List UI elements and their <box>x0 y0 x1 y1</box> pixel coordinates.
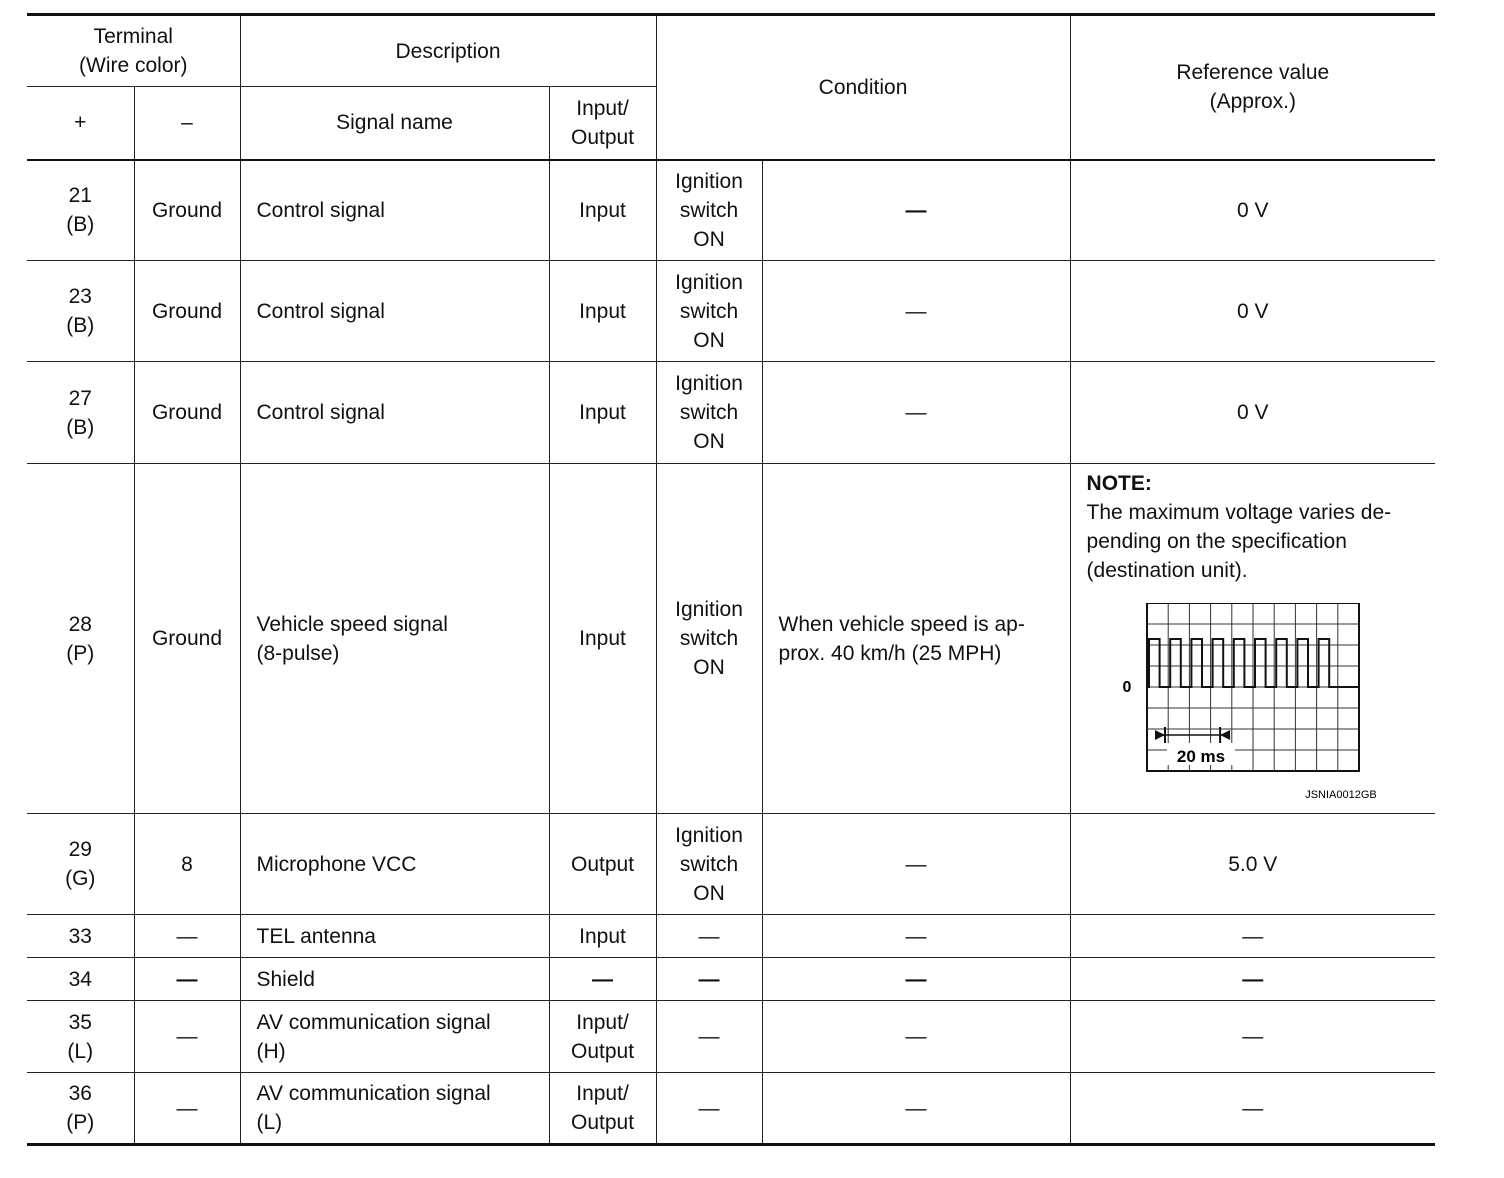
minus-cell: Ground <box>134 464 240 814</box>
terminal-cell: 35 (L) <box>27 1001 134 1073</box>
minus-header: – <box>134 87 240 160</box>
reference-cell: 0 V <box>1070 160 1435 261</box>
condition-cell: — <box>656 1001 762 1073</box>
io-cell: Input <box>549 464 656 814</box>
table-row <box>27 1001 1435 1073</box>
io-header: Input/ Output <box>549 87 656 160</box>
terminal-cell: 21 (B) <box>27 160 134 261</box>
terminal-cell: 28 (P) <box>27 464 134 814</box>
waveform-oscilloscope <box>1087 603 1387 803</box>
condition-detail-cell: — <box>762 1073 1070 1145</box>
time-arrow-left <box>1155 730 1165 740</box>
table-row <box>27 362 1435 464</box>
signal-cell: Control signal <box>240 261 549 362</box>
note-title: NOTE: <box>1086 472 1152 495</box>
reference-cell: — <box>1070 958 1435 1001</box>
io-cell: Input <box>549 261 656 362</box>
terminal-header: Terminal (Wire color) <box>27 15 240 87</box>
terminal-cell: 34 <box>27 958 134 1001</box>
condition-detail-cell: — <box>762 261 1070 362</box>
minus-cell: — <box>134 958 240 1001</box>
io-cell: Input <box>549 160 656 261</box>
table-row <box>27 160 1435 261</box>
io-cell: Input/ Output <box>549 1073 656 1145</box>
signal-cell: AV communication signal (L) <box>240 1073 549 1145</box>
condition-detail-cell: When vehicle speed is ap- prox. 40 km/h (25 MPH) <box>762 464 1070 814</box>
condition-detail-cell: — <box>762 958 1070 1001</box>
io-cell: Input <box>549 362 656 464</box>
table-row <box>27 915 1435 958</box>
minus-cell: — <box>134 1073 240 1145</box>
io-cell: Input <box>549 915 656 958</box>
terminal-cell: 23 (B) <box>27 261 134 362</box>
io-cell: — <box>549 958 656 1001</box>
reference-cell: — <box>1070 915 1435 958</box>
condition-detail-cell: — <box>762 915 1070 958</box>
minus-cell: Ground <box>134 160 240 261</box>
terminal-cell: 29 (G) <box>27 814 134 915</box>
minus-cell: 8 <box>134 814 240 915</box>
time-label: 20 ms <box>1176 747 1225 766</box>
terminal-cell: 36 (P) <box>27 1073 134 1145</box>
minus-cell: Ground <box>134 261 240 362</box>
table-row <box>27 814 1435 915</box>
condition-cell: Ignition switch ON <box>656 362 762 464</box>
signal-cell: AV communication signal (H) <box>240 1001 549 1073</box>
condition-cell: — <box>656 915 762 958</box>
terminal-cell: 33 <box>27 915 134 958</box>
minus-cell: — <box>134 1001 240 1073</box>
condition-cell: — <box>656 1073 762 1145</box>
condition-cell: — <box>656 958 762 1001</box>
signal-cell: Microphone VCC <box>240 814 549 915</box>
reference-cell: — <box>1070 1001 1435 1073</box>
minus-cell: Ground <box>134 362 240 464</box>
reference-cell: 0 V <box>1070 261 1435 362</box>
signal-cell: Control signal <box>240 160 549 261</box>
condition-detail-cell: — <box>762 160 1070 261</box>
table-row <box>27 261 1435 362</box>
condition-cell: Ignition switch ON <box>656 261 762 362</box>
signal-name-header: Signal name <box>240 87 549 160</box>
signal-cell: TEL antenna <box>240 915 549 958</box>
condition-detail-cell: — <box>762 362 1070 464</box>
condition-header: Condition <box>656 15 1070 160</box>
io-cell: Input/ Output <box>549 1001 656 1073</box>
terminal-spec-table <box>27 13 1435 1146</box>
table-row <box>27 1073 1435 1145</box>
plus-header: + <box>27 87 134 160</box>
condition-detail-cell: — <box>762 814 1070 915</box>
reference-cell: — <box>1070 1073 1435 1145</box>
terminal-cell: 27 (B) <box>27 362 134 464</box>
table-row <box>27 464 1435 814</box>
reference-header: Reference value (Approx.) <box>1070 15 1435 160</box>
minus-cell: — <box>134 915 240 958</box>
reference-cell: 0 V <box>1070 362 1435 464</box>
condition-cell: Ignition switch ON <box>656 160 762 261</box>
table-row <box>27 958 1435 1001</box>
figure-id: JSNIA0012GB <box>1304 789 1377 801</box>
waveform-figure <box>1087 603 1387 803</box>
signal-cell: Vehicle speed signal (8-pulse) <box>240 464 549 814</box>
header-row-1 <box>27 15 1435 87</box>
signal-cell: Control signal <box>240 362 549 464</box>
signal-cell: Shield <box>240 958 549 1001</box>
zero-label: 0 <box>1122 679 1131 696</box>
condition-detail-cell: — <box>762 1001 1070 1073</box>
io-cell: Output <box>549 814 656 915</box>
reference-note-cell <box>1070 464 1435 814</box>
description-header: Description <box>240 15 656 87</box>
condition-cell: Ignition switch ON <box>656 464 762 814</box>
condition-cell: Ignition switch ON <box>656 814 762 915</box>
note-body: The maximum voltage varies de- pending on the specification (destination unit). <box>1086 501 1392 582</box>
time-arrow-right <box>1220 730 1230 740</box>
reference-cell: 5.0 V <box>1070 814 1435 915</box>
